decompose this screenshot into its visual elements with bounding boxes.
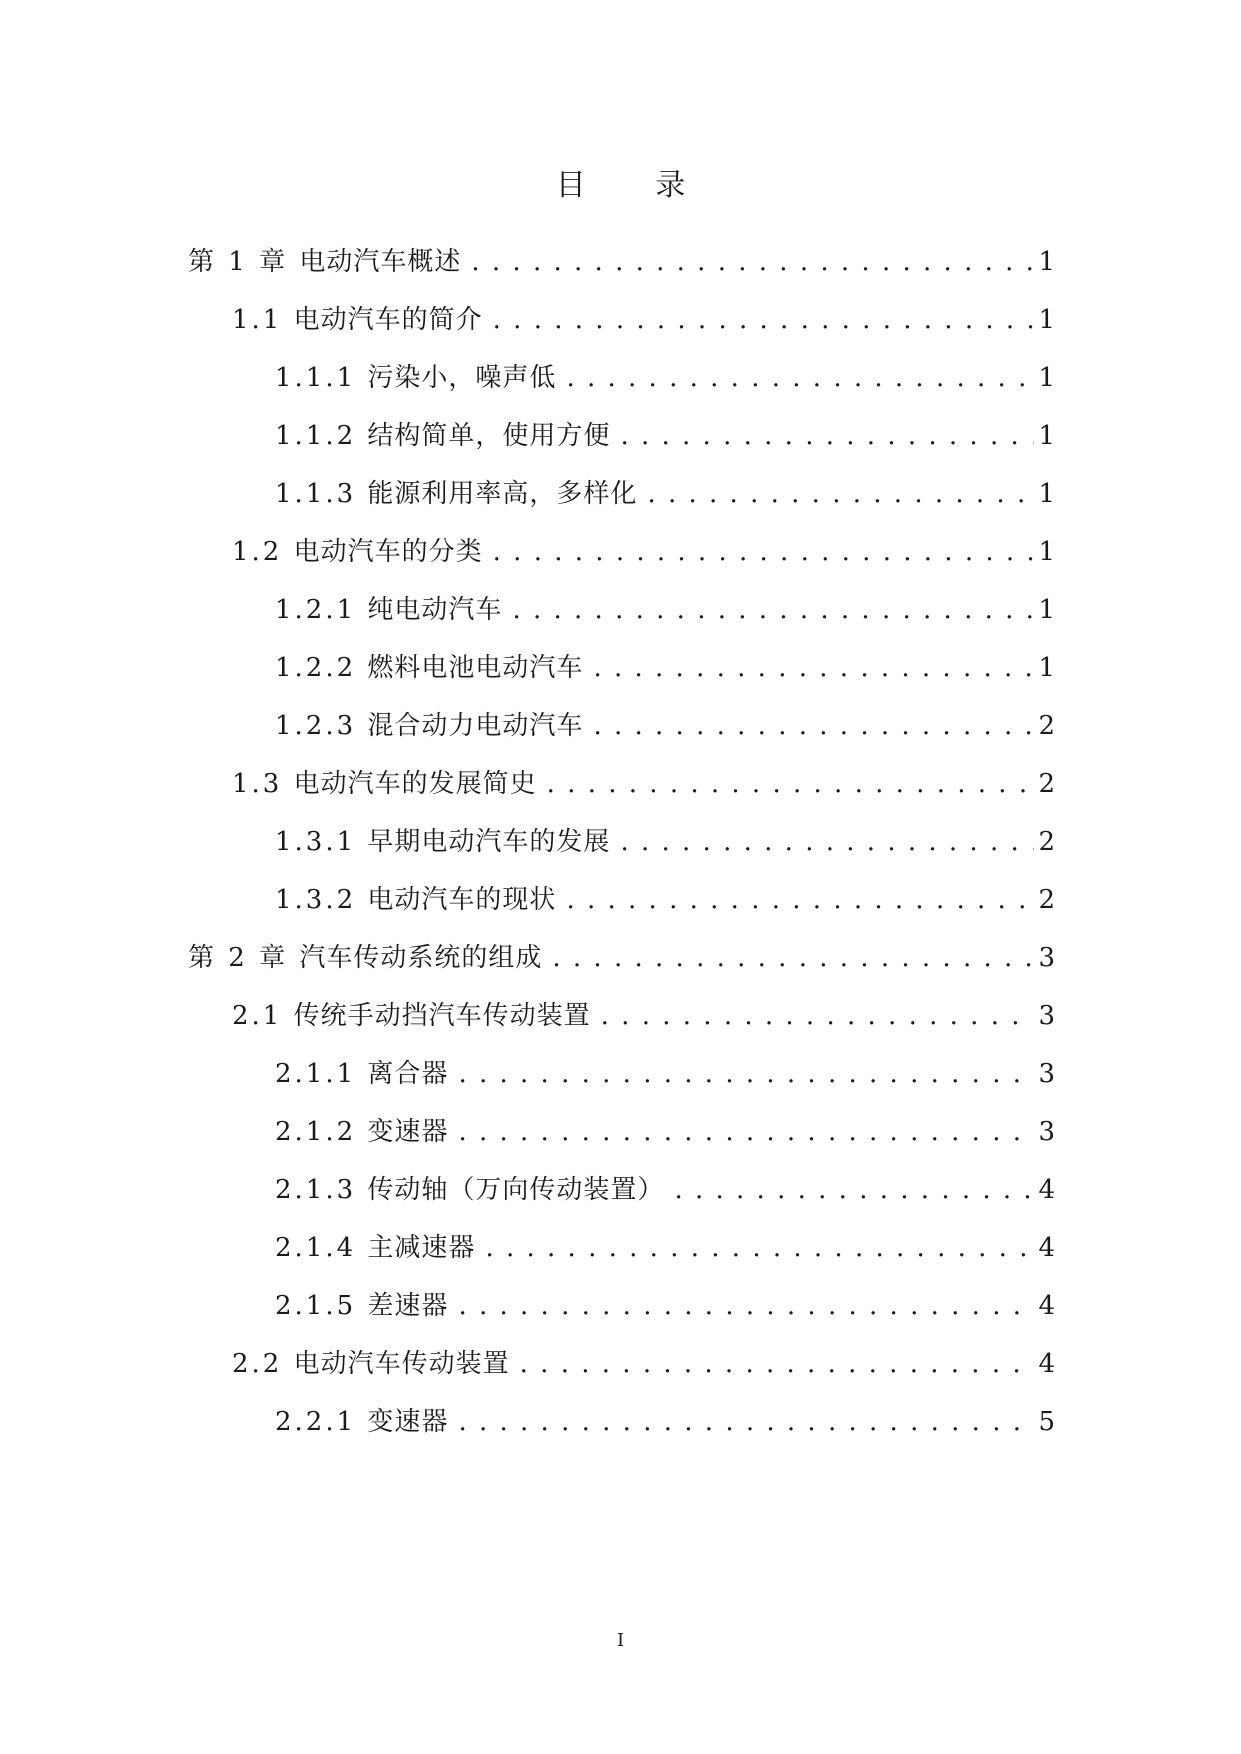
- toc-entry[interactable]: [232, 996, 1055, 1036]
- toc-entry-text: 传统手动挡汽车传动装置: [293, 1001, 591, 1031]
- toc-entry-text: 电动汽车的分类: [293, 537, 483, 567]
- toc-entry-number: 2.1.2: [275, 1117, 368, 1147]
- toc-entry[interactable]: [275, 474, 1055, 514]
- toc-entry[interactable]: [232, 300, 1055, 340]
- toc-entry-text: 离合器: [367, 1059, 449, 1089]
- toc-entry-page: 5: [1038, 1407, 1055, 1437]
- toc-dot-leader: [601, 996, 1035, 1036]
- toc-dot-leader: [552, 938, 1034, 978]
- toc-dot-leader: [566, 880, 1034, 920]
- toc-dot-leader: [458, 1402, 1034, 1442]
- toc-dot-leader: [458, 1112, 1034, 1152]
- toc-entry-page: 1: [1038, 363, 1055, 393]
- toc-entry-number: 1.2.2: [275, 653, 368, 683]
- toc-entry-text: 电动汽车的现状: [367, 885, 557, 915]
- toc-entry-text: 污染小，噪声低: [367, 363, 557, 393]
- toc-entry-page: 2: [1038, 885, 1055, 915]
- toc-entry-number: 2.2: [232, 1349, 294, 1379]
- toc-entry-page: 1: [1038, 305, 1055, 335]
- toc-entry[interactable]: [275, 1170, 1055, 1210]
- toc-entry[interactable]: [275, 648, 1055, 688]
- toc-dot-leader: [471, 242, 1034, 282]
- toc-entry-number: 2.1.5: [275, 1291, 368, 1321]
- toc-dot-leader: [647, 474, 1034, 514]
- toc-entry-page: 1: [1038, 247, 1055, 277]
- toc-entry-page: 1: [1038, 537, 1055, 567]
- toc-entry-page: 1: [1038, 479, 1055, 509]
- toc-dot-leader: [566, 358, 1034, 398]
- toc-entry[interactable]: [275, 358, 1055, 398]
- toc-dot-leader: [485, 1228, 1034, 1268]
- toc-entry-page: 4: [1038, 1233, 1055, 1263]
- toc-entry-page: 1: [1038, 421, 1055, 451]
- toc-entry-number: 1.2.1: [275, 595, 368, 625]
- toc-entry-page: 2: [1038, 827, 1055, 857]
- toc-entry-page: 2: [1038, 711, 1055, 741]
- toc-dot-leader: [674, 1170, 1034, 1210]
- toc-entry-text: 变速器: [367, 1407, 449, 1437]
- toc-entry-text: 变速器: [367, 1117, 449, 1147]
- toc-entry-number: 2.1: [232, 1001, 294, 1031]
- toc-entry-number: 2.2.1: [275, 1407, 368, 1437]
- toc-dot-leader: [493, 300, 1035, 340]
- toc-entry-text: 混合动力电动汽车: [367, 711, 584, 741]
- toc-entry[interactable]: [275, 1228, 1055, 1268]
- toc-entry[interactable]: [275, 1402, 1055, 1442]
- toc-entry-number: 1.3.1: [275, 827, 368, 857]
- toc-entry[interactable]: [188, 938, 1055, 978]
- toc-entry-page: 4: [1038, 1349, 1055, 1379]
- toc-dot-leader: [593, 648, 1034, 688]
- toc-entry[interactable]: [275, 1112, 1055, 1152]
- toc-entry[interactable]: [275, 880, 1055, 920]
- toc-entry-number: 第 1 章: [188, 247, 300, 277]
- toc-entry-page: 3: [1038, 1059, 1055, 1089]
- toc-entry[interactable]: [275, 1054, 1055, 1094]
- toc-dot-leader: [493, 532, 1035, 572]
- toc-dot-leader: [458, 1054, 1034, 1094]
- toc-entry-number: 1.1: [232, 305, 294, 335]
- toc-entry[interactable]: [275, 416, 1055, 456]
- toc-entry-number: 1.3: [232, 769, 294, 799]
- toc-entry[interactable]: [275, 706, 1055, 746]
- toc-entry-number: 2.1.4: [275, 1233, 368, 1263]
- toc-entry-text: 汽车传动系统的组成: [299, 943, 543, 973]
- toc-entry-text: 电动汽车的发展简史: [293, 769, 537, 799]
- toc-entry-number: 2.1.1: [275, 1059, 368, 1089]
- toc-dot-leader: [458, 1286, 1034, 1326]
- toc-entry-number: 1.3.2: [275, 885, 368, 915]
- toc-entry-text: 差速器: [367, 1291, 449, 1321]
- toc-entry[interactable]: [232, 532, 1055, 572]
- toc-entry[interactable]: [232, 1344, 1055, 1384]
- toc-title: 目 录: [555, 168, 716, 203]
- toc-entry[interactable]: [275, 822, 1055, 862]
- toc-entry-text: 早期电动汽车的发展: [367, 827, 611, 857]
- toc-entry-number: 2.1.3: [275, 1175, 368, 1205]
- toc-entry-page: 3: [1038, 943, 1055, 973]
- toc-entry[interactable]: [275, 1286, 1055, 1326]
- toc-dot-leader: [512, 590, 1034, 630]
- toc-entry-page: 3: [1038, 1117, 1055, 1147]
- toc-entry-text: 结构简单，使用方便: [367, 421, 611, 451]
- toc-dot-leader: [593, 706, 1034, 746]
- toc-entry-page: 3: [1038, 1001, 1055, 1031]
- toc-entry[interactable]: [232, 764, 1055, 804]
- toc-entry-text: 纯电动汽车: [367, 595, 503, 625]
- toc-entry-page: 4: [1038, 1175, 1055, 1205]
- toc-entry-text: 传动轴（万向传动装置）: [367, 1175, 665, 1205]
- toc-entry[interactable]: [275, 590, 1055, 630]
- toc-entry[interactable]: [188, 242, 1055, 282]
- toc-entry-number: 1.2: [232, 537, 294, 567]
- toc-entry-text: 电动汽车的简介: [293, 305, 483, 335]
- toc-entry-page: 4: [1038, 1291, 1055, 1321]
- toc-entry-number: 1.1.1: [275, 363, 368, 393]
- toc-entry-page: 1: [1038, 595, 1055, 625]
- toc-dot-leader: [620, 822, 1034, 862]
- toc-entry-text: 电动汽车传动装置: [293, 1349, 510, 1379]
- toc-entry-text: 燃料电池电动汽车: [367, 653, 584, 683]
- toc-entry-number: 1.2.3: [275, 711, 368, 741]
- toc-entry-text: 能源利用率高，多样化: [367, 479, 638, 509]
- toc-entry-page: 1: [1038, 653, 1055, 683]
- page-number: I: [616, 1630, 625, 1651]
- toc-entry-number: 1.1.3: [275, 479, 368, 509]
- toc-entry-text: 主减速器: [367, 1233, 476, 1263]
- toc-entry-text: 电动汽车概述: [299, 247, 462, 277]
- toc-dot-leader: [547, 764, 1035, 804]
- toc-dot-leader: [620, 416, 1034, 456]
- toc-entry-page: 2: [1038, 769, 1055, 799]
- toc-dot-leader: [520, 1344, 1035, 1384]
- toc-entry-number: 第 2 章: [188, 943, 300, 973]
- toc-entry-number: 1.1.2: [275, 421, 368, 451]
